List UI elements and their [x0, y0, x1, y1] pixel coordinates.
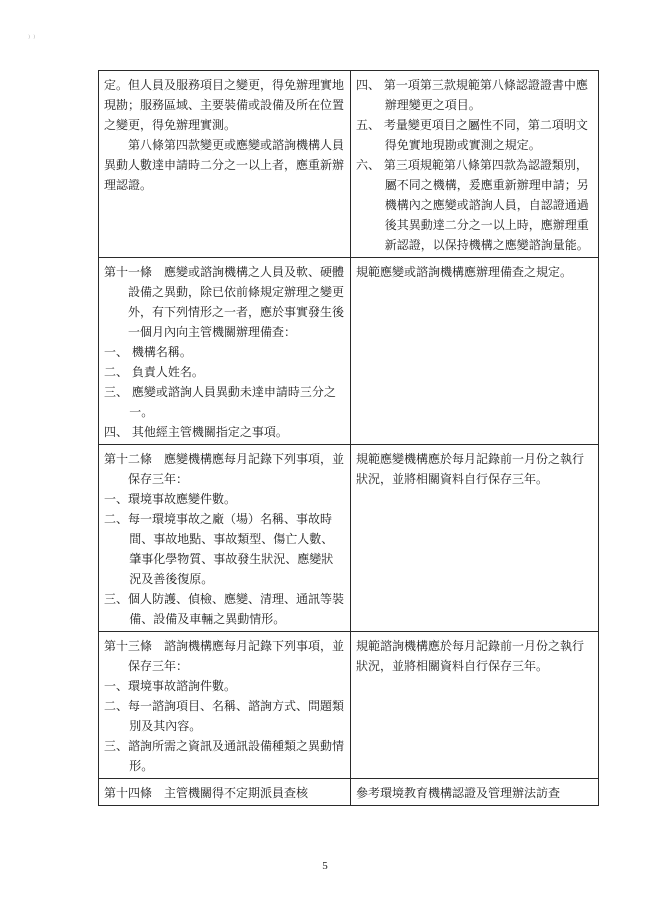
- table-row: [99, 258, 599, 445]
- table-row: [99, 445, 599, 632]
- provision-cell: [99, 71, 351, 258]
- list-item: 二、每一諮詢項目、名稱、諮詢方式、問題類別及其內容。: [104, 699, 345, 733]
- article-12-text: 第十二條 應變機構應每月記錄下列事項，並保存三年：: [104, 452, 345, 486]
- list-item: 四、 其他經主管機關指定之事項。: [104, 425, 288, 439]
- list-item: 一、 機構名稱。: [104, 345, 192, 359]
- explanation-item: 六、 第三項規範第八條第四款為認證類別，屬不同之機構，爰應重新辦理申請；另機構內之應變或諮詢人員，自認證通過後其異動達二分之一以上時，應辦理重新認證，以保持機構之應變諮詢量能。: [356, 158, 589, 252]
- explanation-text: 規範諮詢機構應於每月記錄前一月份之執行狀況，並將相關資料自行保存三年。: [356, 639, 585, 673]
- list-item: 三、 應變或諮詢人員異動未達申請時三分之一。: [104, 385, 336, 419]
- provision-cell: [99, 445, 351, 632]
- list-item: 二、每一環境事故之廠（場）名稱、事故時間、事故地點、事故類型、傷亡人數、肇事化學物質、事故發生狀況、應變狀況及善後復原。: [104, 512, 334, 586]
- provision-cell: [99, 258, 351, 445]
- list-item: 三、諮詢所需之資訊及通訊設備種類之異動情形。: [104, 739, 345, 773]
- explanation-cell: [351, 258, 599, 445]
- provision-cell: [99, 779, 351, 806]
- regulation-comparison-table: [98, 70, 599, 806]
- list-item: 一、環境事故應變件數。: [104, 492, 237, 506]
- scan-corner-mark: ⁾ ⁾: [28, 34, 36, 44]
- page-number: 5: [322, 860, 328, 872]
- table-row: [99, 779, 599, 806]
- explanation-text: 規範應變或諮詢機構應辦理備查之規定。: [356, 265, 573, 279]
- provision-paragraph: 第八條第四款變更或應變或諮詢機構人員異動人數達申請時二分之一以上者，應重新辦理認證。: [104, 138, 345, 192]
- explanation-text: 規範應變機構應於每月記錄前一月份之執行狀況，並將相關資料自行保存三年。: [356, 452, 585, 486]
- explanation-item: 四、 第一項第三款規範第八條認證證書中應辦理變更之項目。: [356, 78, 588, 112]
- table-row: [99, 71, 599, 258]
- article-14-text: 第十四條 主管機關得不定期派員查核: [104, 786, 309, 800]
- article-13-text: 第十三條 諮詢機構應每月記錄下列事項，並保存三年：: [104, 639, 345, 673]
- explanation-item: 五、 考量變更項目之屬性不同，第二項明文得免實地現勘或實測之規定。: [356, 118, 588, 152]
- explanation-text: 參考環境教育機構認證及管理辦法訪查: [356, 786, 561, 800]
- explanation-cell: [351, 71, 599, 258]
- explanation-cell: [351, 632, 599, 779]
- list-item: 一、環境事故諮詢件數。: [104, 679, 237, 693]
- provision-cell: [99, 632, 351, 779]
- list-item: 二、 負責人姓名。: [104, 365, 204, 379]
- list-item: 三、個人防護、偵檢、應變、清理、通訊等裝備、設備及車輛之異動情形。: [104, 592, 345, 626]
- provision-continuation: 定。但人員及服務項目之變更，得免辦理實地現勘；服務區域、主要裝備或設備及所在位置之變更，得免辦理實測。: [104, 78, 345, 132]
- article-11-text: 第十一條 應變或諮詢機構之人員及軟、硬體設備之異動，除已依前條規定辦理之變更外，有下列情形之一者，應於事實發生後一個月內向主管機關辦理備查：: [104, 265, 345, 339]
- explanation-cell: [351, 445, 599, 632]
- explanation-cell: [351, 779, 599, 806]
- table-row: [99, 632, 599, 779]
